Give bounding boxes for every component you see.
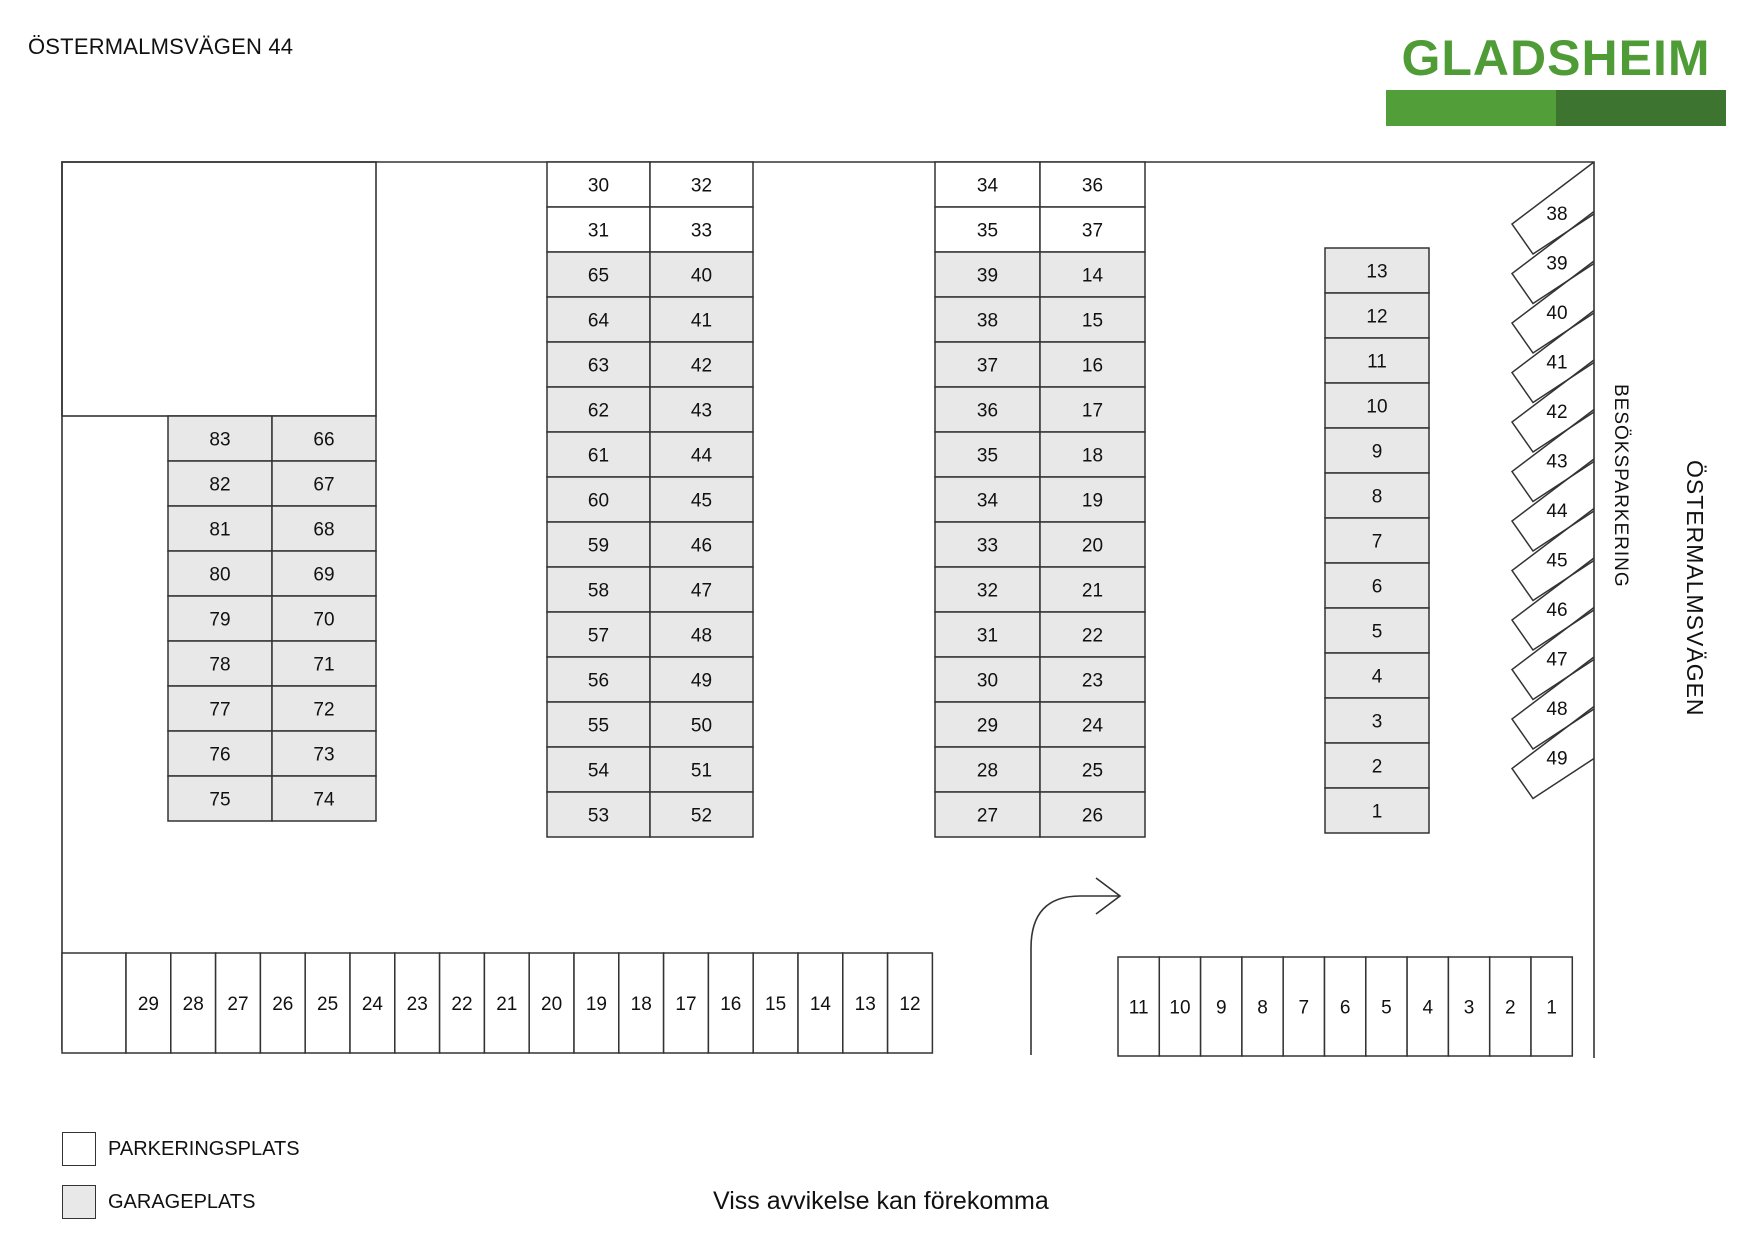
spot-number: 1 <box>1546 997 1557 1019</box>
parking-spot-34 <box>935 162 1040 207</box>
spot-number: 80 <box>209 564 231 586</box>
disclaimer-note: Viss avvikelse kan förekomma <box>713 1187 1049 1215</box>
spot-number: 41 <box>690 310 713 332</box>
garage-spot-32 <box>935 567 1040 612</box>
garage-spot-54 <box>547 747 650 792</box>
garage-spot-15 <box>1040 297 1145 342</box>
garage-spot-67 <box>272 461 376 506</box>
garage-spot-53 <box>547 792 650 837</box>
visitor-spot-46 <box>1512 558 1594 650</box>
garage-spot-22 <box>1040 612 1145 657</box>
spot-number: 2 <box>1505 997 1516 1019</box>
spot-number: 7 <box>1371 531 1383 553</box>
spot-number: 59 <box>587 535 610 557</box>
spot-number: 5 <box>1371 621 1383 643</box>
garage-spot-76 <box>168 731 272 776</box>
visitor-spot-number: 41 <box>1546 352 1568 374</box>
garage-spot-48 <box>650 612 753 657</box>
parking-spot-br11 <box>1118 957 1159 1056</box>
parking-spot-b27 <box>216 953 261 1053</box>
garage-spot-73 <box>272 731 376 776</box>
parking-spot-b24 <box>350 953 395 1053</box>
spot-number: 65 <box>587 265 610 287</box>
spot-number: 17 <box>675 994 697 1015</box>
garage-spot-61 <box>547 432 650 477</box>
spot-number: 14 <box>809 994 831 1015</box>
logo-text: GLADSHEIM <box>1401 30 1711 86</box>
spot-number: 18 <box>1081 445 1104 467</box>
spot-number: 26 <box>1081 805 1104 827</box>
spot-number: 21 <box>496 994 518 1015</box>
visitor-spot-number: 40 <box>1546 303 1568 324</box>
garage-spot-49 <box>650 657 753 702</box>
garage-spot-74 <box>272 776 376 821</box>
parking-spot-br7 <box>1283 957 1324 1056</box>
spot-number: 4 <box>1371 666 1383 688</box>
parking-spot-br3 <box>1448 957 1489 1056</box>
visitor-spot-number: 49 <box>1546 748 1568 770</box>
spot-number: 11 <box>1367 351 1387 373</box>
spot-number: 16 <box>1081 355 1104 377</box>
garage-spot-59 <box>547 522 650 567</box>
visitor-spot-38 <box>1512 162 1594 254</box>
visitor-spot-44 <box>1512 459 1594 551</box>
visitor-spot-number: 44 <box>1546 501 1568 522</box>
spot-number: 77 <box>209 699 231 721</box>
spot-number: 33 <box>976 535 999 557</box>
spot-number: 17 <box>1081 400 1104 422</box>
spot-number: 46 <box>690 535 713 557</box>
garage-spot-20 <box>1040 522 1145 567</box>
parking-spot-empty <box>62 953 126 1053</box>
spot-number: 24 <box>361 994 383 1015</box>
spot-number: 33 <box>690 220 713 242</box>
spot-number: 62 <box>587 400 610 422</box>
spot-number: 38 <box>976 310 999 332</box>
spot-number: 83 <box>209 429 231 451</box>
garage-spot-79 <box>168 596 272 641</box>
spot-number: 4 <box>1422 997 1434 1019</box>
garage-spot-r9 <box>1325 428 1429 473</box>
spot-number: 32 <box>976 580 999 602</box>
spot-number: 35 <box>976 220 999 242</box>
spot-number: 23 <box>1081 670 1104 692</box>
visitor-spots <box>1512 162 1594 799</box>
visitor-spot-40 <box>1512 261 1594 353</box>
visitor-spot-number: 42 <box>1546 402 1568 423</box>
spot-number: 9 <box>1371 441 1383 463</box>
spot-number: 70 <box>313 609 335 631</box>
spot-number: 26 <box>272 994 294 1015</box>
garage-spot-40 <box>650 252 753 297</box>
garage-spot-64 <box>547 297 650 342</box>
spot-number: 31 <box>976 625 999 647</box>
parking-spot-br5 <box>1366 957 1407 1056</box>
spot-number: 74 <box>313 789 335 811</box>
garage-spot-38 <box>935 297 1040 342</box>
spot-number: 22 <box>1081 625 1104 647</box>
garage-spot-24 <box>1040 702 1145 747</box>
spot-number: 69 <box>313 564 335 586</box>
parking-spot-b16 <box>708 953 753 1053</box>
spot-number: 19 <box>1081 490 1104 512</box>
garage-spot-47 <box>650 567 753 612</box>
parking-spot-b23 <box>395 953 440 1053</box>
parking-spot-b17 <box>664 953 709 1053</box>
spot-number: 60 <box>587 490 610 512</box>
spot-number: 18 <box>630 994 652 1015</box>
garage-spot-80 <box>168 551 272 596</box>
spot-number: 78 <box>209 654 231 676</box>
spot-number: 8 <box>1371 486 1383 508</box>
spot-number: 35 <box>976 445 999 467</box>
visitor-spot-41 <box>1512 311 1594 403</box>
garage-spot-23 <box>1040 657 1145 702</box>
garage-spot-28 <box>935 747 1040 792</box>
spot-number: 15 <box>1081 310 1104 332</box>
spot-number: 6 <box>1371 576 1383 598</box>
garage-spot-37 <box>935 342 1040 387</box>
garage-spot-14 <box>1040 252 1145 297</box>
visitor-spot-45 <box>1512 509 1594 601</box>
spot-number: 64 <box>587 310 610 332</box>
garage-spot-r6 <box>1325 563 1429 608</box>
garage-spot-71 <box>272 641 376 686</box>
parking-spot-b13 <box>843 953 888 1053</box>
garage-spot-30 <box>935 657 1040 702</box>
spot-number: 16 <box>720 994 742 1015</box>
garage-spot-69 <box>272 551 376 596</box>
parking-spot-31 <box>547 207 650 252</box>
garage-spot-25 <box>1040 747 1145 792</box>
spot-number: 25 <box>1081 760 1104 782</box>
spot-number: 42 <box>690 355 713 377</box>
visitor-spot-43 <box>1512 410 1594 502</box>
garage-spot-35 <box>935 432 1040 477</box>
parking-spot-36 <box>1040 162 1145 207</box>
spot-number: 48 <box>690 625 713 647</box>
visitor-spot-number: 46 <box>1546 600 1568 621</box>
spot-number: 34 <box>976 175 999 197</box>
spot-number: 76 <box>209 744 231 766</box>
visitor-spot-49 <box>1512 707 1594 799</box>
spot-number: 19 <box>585 994 607 1015</box>
legend-garage-label: GARAGEPLATS <box>108 1190 256 1213</box>
garage-spot-34 <box>935 477 1040 522</box>
spot-number: 75 <box>209 789 231 811</box>
spot-number: 14 <box>1081 265 1104 287</box>
garage-spot-52 <box>650 792 753 837</box>
garage-spot-r5 <box>1325 608 1429 653</box>
spot-number: 73 <box>313 744 335 766</box>
parking-spot-br9 <box>1201 957 1242 1056</box>
parking-spot-b19 <box>574 953 619 1053</box>
spot-number: 28 <box>182 994 204 1015</box>
spot-number: 10 <box>1366 396 1388 418</box>
visitor-spot-number: 45 <box>1546 550 1568 572</box>
spot-number: 37 <box>1081 220 1104 242</box>
spot-number: 51 <box>690 760 713 782</box>
spot-number: 72 <box>313 699 335 721</box>
garage-spot-51 <box>650 747 753 792</box>
parking-spot-br1 <box>1531 957 1572 1056</box>
spot-number: 81 <box>209 519 231 541</box>
address-title: ÖSTERMALMSVÄGEN 44 <box>28 34 294 59</box>
garage-spot-21 <box>1040 567 1145 612</box>
parking-spot-b26 <box>260 953 305 1053</box>
spot-number: 36 <box>1081 175 1104 197</box>
spot-number: 1 <box>1371 801 1383 823</box>
garage-spot-27 <box>935 792 1040 837</box>
spot-number: 52 <box>690 805 713 827</box>
garage-spot-29 <box>935 702 1040 747</box>
garage-spot-r3 <box>1325 698 1429 743</box>
parking-spot-b25 <box>305 953 350 1053</box>
visitor-spot-number: 47 <box>1546 649 1568 671</box>
parking-spot-b28 <box>171 953 216 1053</box>
parking-spot-b14 <box>798 953 843 1053</box>
spot-number: 32 <box>690 175 713 197</box>
garage-spot-62 <box>547 387 650 432</box>
legend-parking <box>62 1132 300 1166</box>
spot-number: 2 <box>1371 756 1383 778</box>
spot-number: 82 <box>209 474 231 496</box>
spot-number: 30 <box>587 175 610 197</box>
spot-number: 13 <box>1366 261 1388 283</box>
garage-spot-16 <box>1040 342 1145 387</box>
visitor-spot-42 <box>1512 360 1594 452</box>
parking-spots <box>62 162 1594 1056</box>
garage-spot-57 <box>547 612 650 657</box>
spot-number: 68 <box>313 519 335 541</box>
spot-number: 55 <box>587 715 610 737</box>
spot-number: 23 <box>406 994 428 1015</box>
parking-spot-30 <box>547 162 650 207</box>
building-footprint <box>62 162 376 416</box>
spot-number: 10 <box>1169 997 1191 1019</box>
parking-spot-b20 <box>529 953 574 1053</box>
spot-number: 25 <box>317 994 339 1015</box>
spot-number: 22 <box>451 994 473 1015</box>
spot-number: 12 <box>899 994 921 1015</box>
garage-spot-39 <box>935 252 1040 297</box>
spot-number: 8 <box>1257 997 1268 1019</box>
spot-number: 3 <box>1371 711 1383 733</box>
spot-number: 61 <box>587 445 610 467</box>
garage-spot-82 <box>168 461 272 506</box>
entrance-arrow <box>1031 878 1120 1055</box>
garage-spot-r11 <box>1325 338 1429 383</box>
spot-number: 40 <box>690 265 713 287</box>
spot-number: 30 <box>976 670 999 692</box>
spot-number: 71 <box>313 654 335 676</box>
visitor-parking-label: BESÖKSPARKERING <box>1610 384 1631 588</box>
spot-number: 37 <box>976 355 999 377</box>
spot-number: 24 <box>1081 715 1104 737</box>
garage-spot-70 <box>272 596 376 641</box>
garage-spot-r1 <box>1325 788 1429 833</box>
visitor-spot-number: 48 <box>1546 699 1568 720</box>
parking-spot-b29 <box>126 953 171 1053</box>
garage-spot-26 <box>1040 792 1145 837</box>
garage-spot-63 <box>547 342 650 387</box>
parking-spot-b15 <box>753 953 798 1053</box>
garage-swatch <box>62 1185 96 1219</box>
garage-spot-r8 <box>1325 473 1429 518</box>
garage-spot-33 <box>935 522 1040 567</box>
garage-spot-36 <box>935 387 1040 432</box>
spot-number: 54 <box>587 760 610 782</box>
spot-number: 3 <box>1463 997 1475 1019</box>
visitor-spot-48 <box>1512 657 1594 749</box>
visitor-spot-39 <box>1512 212 1594 304</box>
garage-spot-41 <box>650 297 753 342</box>
spot-number: 57 <box>587 625 610 647</box>
parking-spot-br10 <box>1159 957 1200 1056</box>
garage-spot-56 <box>547 657 650 702</box>
spot-number: 7 <box>1298 997 1310 1019</box>
parking-spot-35 <box>935 207 1040 252</box>
garage-spot-75 <box>168 776 272 821</box>
garage-spot-45 <box>650 477 753 522</box>
spot-number: 47 <box>690 580 713 602</box>
spot-number: 63 <box>587 355 610 377</box>
spot-number: 20 <box>1081 535 1104 557</box>
parking-spot-b21 <box>484 953 529 1053</box>
garage-spot-77 <box>168 686 272 731</box>
parking-spot-b22 <box>440 953 485 1053</box>
spot-number: 67 <box>313 474 335 496</box>
spot-number: 58 <box>587 580 610 602</box>
garage-spot-44 <box>650 432 753 477</box>
spot-number: 79 <box>209 609 231 631</box>
spot-number: 28 <box>976 760 999 782</box>
visitor-spot-number: 38 <box>1546 204 1568 225</box>
garage-spot-68 <box>272 506 376 551</box>
parking-spot-br2 <box>1490 957 1531 1056</box>
spot-number: 31 <box>587 220 610 242</box>
spot-number: 13 <box>854 994 876 1015</box>
parking-spot-br6 <box>1325 957 1366 1056</box>
parking-spot-33 <box>650 207 753 252</box>
legend-garage <box>62 1185 255 1219</box>
visitor-spot-47 <box>1512 608 1594 700</box>
spot-number: 44 <box>690 445 713 467</box>
garage-spot-r4 <box>1325 653 1429 698</box>
garage-spot-r12 <box>1325 293 1429 338</box>
garage-spot-r2 <box>1325 743 1429 788</box>
garage-spot-50 <box>650 702 753 747</box>
parking-spot-37 <box>1040 207 1145 252</box>
garage-spot-r10 <box>1325 383 1429 428</box>
parking-spot-br4 <box>1407 957 1448 1056</box>
parking-spot-b18 <box>619 953 664 1053</box>
garage-spot-r13 <box>1325 248 1429 293</box>
parking-spot-br8 <box>1242 957 1283 1056</box>
parking-spot-32 <box>650 162 753 207</box>
visitor-spot-number: 43 <box>1546 451 1568 473</box>
spot-number: 56 <box>587 670 610 692</box>
spot-number: 5 <box>1381 997 1392 1019</box>
spot-number: 27 <box>976 805 999 827</box>
street-label: ÖSTERMALMSVÄGEN <box>1682 460 1708 717</box>
spot-number: 39 <box>976 265 999 287</box>
garage-spot-66 <box>272 416 376 461</box>
spot-number: 29 <box>976 715 999 737</box>
spot-number: 43 <box>690 400 713 422</box>
spot-number: 12 <box>1366 306 1388 328</box>
garage-spot-46 <box>650 522 753 567</box>
garage-spot-43 <box>650 387 753 432</box>
garage-spot-58 <box>547 567 650 612</box>
spot-number: 66 <box>313 429 335 451</box>
spot-number: 34 <box>976 490 999 512</box>
garage-spot-r7 <box>1325 518 1429 563</box>
spot-number: 15 <box>765 994 787 1015</box>
garage-spot-81 <box>168 506 272 551</box>
spot-number: 36 <box>976 400 999 422</box>
spot-number: 45 <box>690 490 713 512</box>
spot-number: 49 <box>690 670 713 692</box>
spot-number: 6 <box>1339 997 1351 1019</box>
spot-number: 29 <box>137 994 159 1015</box>
spot-number: 11 <box>1128 997 1149 1019</box>
parking-swatch <box>62 1132 96 1166</box>
garage-spot-83 <box>168 416 272 461</box>
spot-box <box>62 953 126 1053</box>
spot-number: 20 <box>541 994 563 1015</box>
spot-number: 27 <box>227 994 249 1015</box>
spot-number: 21 <box>1081 580 1104 602</box>
garage-spot-17 <box>1040 387 1145 432</box>
spot-number: 9 <box>1215 997 1227 1019</box>
visitor-spot-number: 39 <box>1546 253 1568 275</box>
spot-number: 50 <box>690 715 713 737</box>
garage-spot-19 <box>1040 477 1145 522</box>
garage-spot-42 <box>650 342 753 387</box>
legend-parking-label: PARKERINGSPLATS <box>108 1137 300 1160</box>
garage-spot-60 <box>547 477 650 522</box>
garage-spot-18 <box>1040 432 1145 477</box>
garage-spot-78 <box>168 641 272 686</box>
garage-spot-55 <box>547 702 650 747</box>
parking-spot-b12 <box>888 953 933 1053</box>
garage-spot-31 <box>935 612 1040 657</box>
spot-number: 53 <box>587 805 610 827</box>
garage-spot-65 <box>547 252 650 297</box>
garage-spot-72 <box>272 686 376 731</box>
